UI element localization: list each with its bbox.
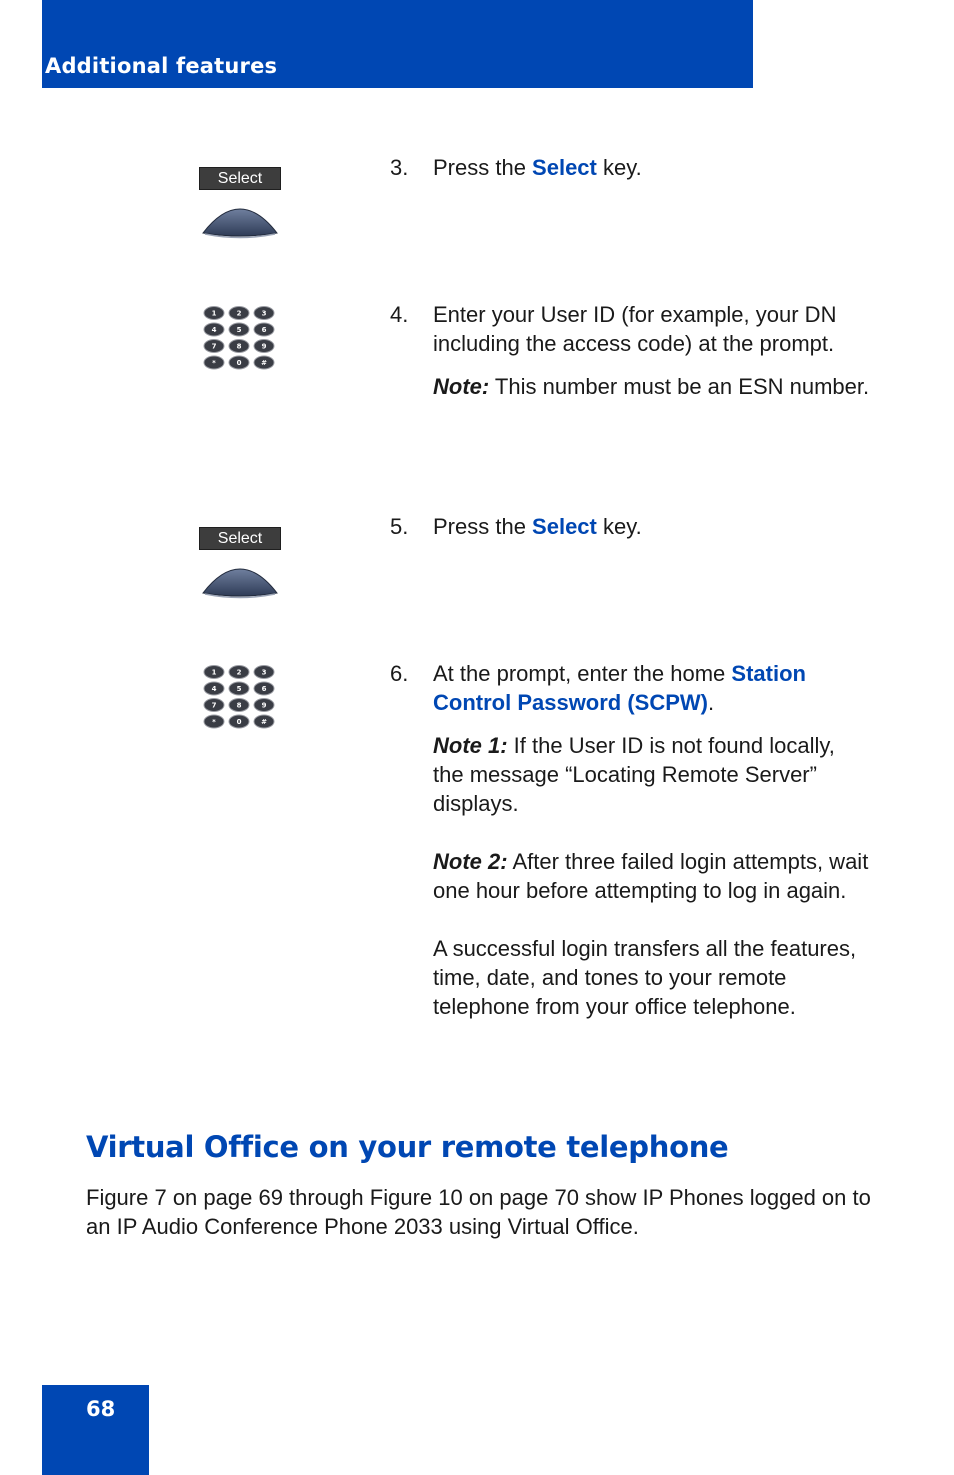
dialpad-icon — [203, 664, 275, 730]
keypad-key-label: 5 — [236, 685, 242, 693]
select-key-label: Select — [199, 167, 281, 190]
step-note: Note: This number must be an ESN number. — [433, 374, 870, 399]
step-text: Enter your User ID (for example, your DN including the access code) at the prompt. — [433, 302, 837, 356]
keypad-key-label: 6 — [261, 326, 267, 334]
keypad-key-label: 9 — [261, 342, 267, 351]
step-text: At the prompt, enter the home Station Control Password (SCPW). — [433, 661, 806, 715]
keypad-key-label: 0 — [236, 359, 242, 367]
keypad-key-label: # — [261, 359, 267, 367]
step-note-2: Note 2: After three failed login attempts, wait one hour before attempting to log in again. — [433, 849, 869, 903]
keypad-key-label: 7 — [211, 342, 217, 351]
select-key-icon — [199, 527, 281, 599]
keypad-key-label: 2 — [236, 309, 242, 318]
page-number: 68 — [86, 1397, 116, 1421]
step-note-1: Note 1: If the User ID is not found locally, the message “Locating Remote Server” displays. — [433, 733, 835, 816]
keypad-key-label: 6 — [261, 685, 267, 693]
step-3 — [390, 153, 870, 182]
keypad-key-label: 4 — [211, 326, 217, 334]
keypad-key-label: 1 — [211, 309, 217, 318]
step-number: 5. — [390, 514, 409, 539]
section-heading: Virtual Office on your remote telephone — [86, 1130, 729, 1164]
step-closing: A successful login transfers all the features, time, date, and tones to your remote telephone from your office telephone. — [433, 936, 857, 1019]
keypad-key-label: 5 — [236, 326, 242, 334]
select-keyword: Select — [532, 155, 597, 180]
select-key-icon — [199, 167, 281, 239]
keypad-key-label: # — [261, 718, 267, 726]
keypad-key-label: * — [212, 359, 216, 367]
step-5 — [390, 512, 870, 541]
keypad-key-label: * — [212, 718, 216, 726]
scpw-keyword: Station Control Password (SCPW) — [433, 661, 806, 715]
dialpad-icon — [203, 305, 275, 371]
header-title: Additional features — [45, 54, 278, 78]
keypad-key-label: 3 — [261, 668, 267, 677]
keypad-key-label: 4 — [211, 685, 217, 693]
step-number: 4. — [390, 302, 409, 327]
keypad-key-label: 7 — [211, 701, 217, 710]
keypad-key-label: 0 — [236, 718, 242, 726]
select-key-label: Select — [199, 527, 281, 550]
step-4 — [390, 300, 870, 401]
step-6 — [390, 659, 870, 1021]
keypad-key-label: 1 — [211, 668, 217, 677]
keypad-key-label: 9 — [261, 701, 267, 710]
keypad-key-label: 8 — [236, 342, 242, 351]
step-text: Press the Select key. — [433, 514, 642, 539]
step-text: Press the Select key. — [433, 155, 642, 180]
keypad-key-label: 8 — [236, 701, 242, 710]
step-number: 6. — [390, 661, 409, 686]
select-keyword: Select — [532, 514, 597, 539]
keypad-key-label: 2 — [236, 668, 242, 677]
step-number: 3. — [390, 155, 409, 180]
keypad-key-label: 3 — [261, 309, 267, 318]
section-text: Figure 7 on page 69 through Figure 10 on page 70 show IP Phones logged on to an IP Audio Conference Phone 2033 using Virtual Office. — [86, 1185, 871, 1239]
